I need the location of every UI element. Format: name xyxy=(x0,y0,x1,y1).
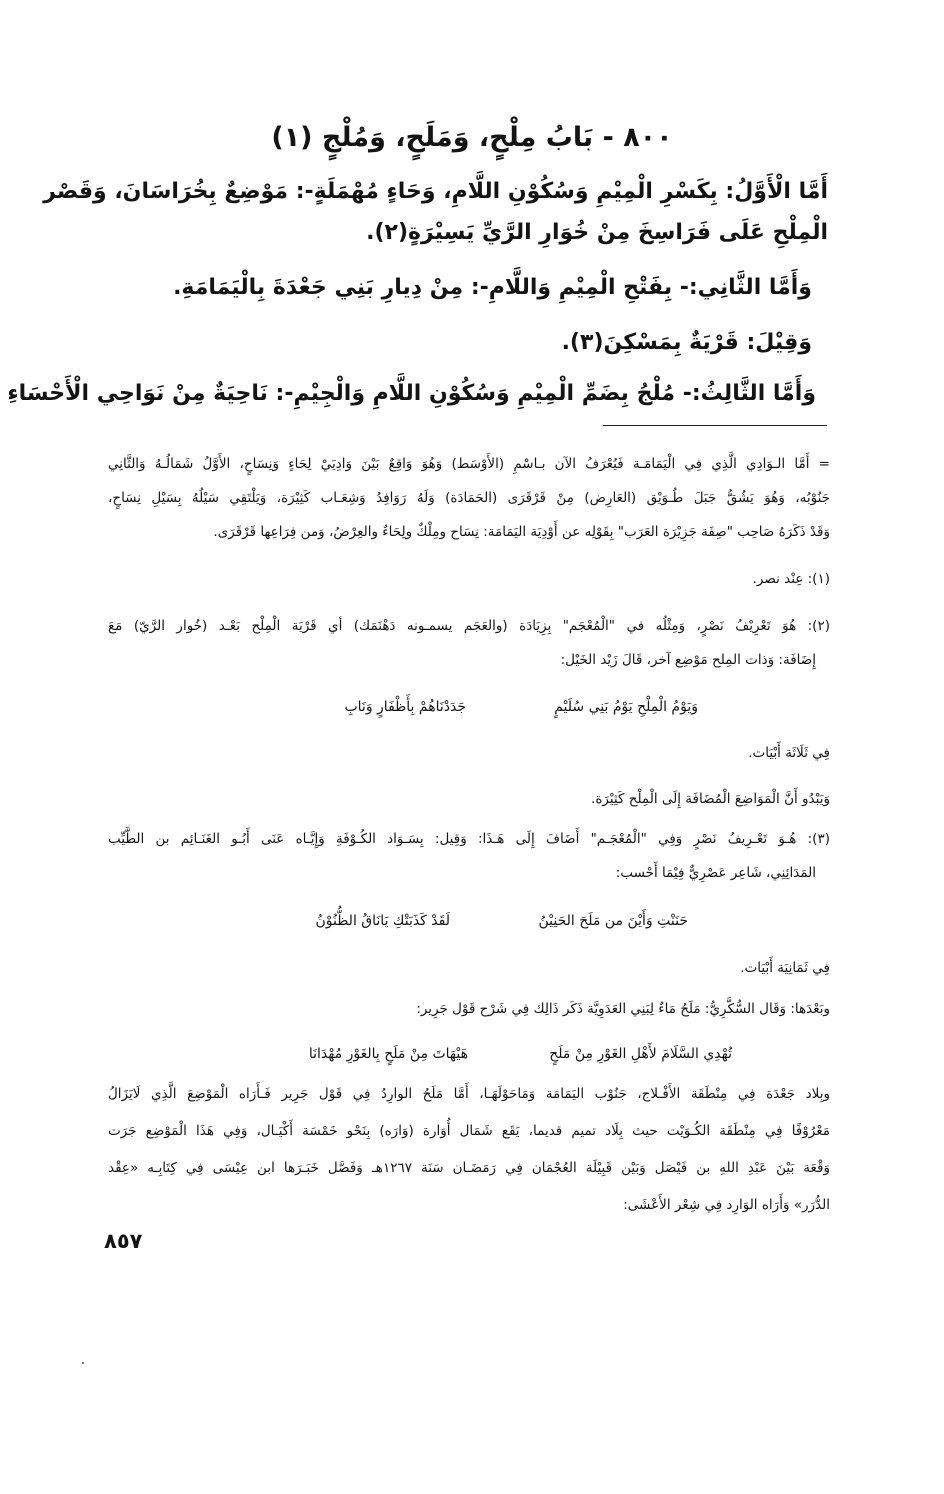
scan-speck xyxy=(82,1362,84,1364)
footnote-line: = أَمَّا الـوَادِي الَّذِي فِي الْيَمَامَـة فَيُعْرَفُ الآن بـاسْمِ (الأَوْسَط) وَهُوَ وَاقِعٌ بَيْنَ وَادِيَيْ لِحَاءٍ وَنِسَاحٍ، الأَوَّلُ شَمَالُـهُ وَالثَّانِي xyxy=(108,456,830,472)
verse-first-hemistich: تُهْدِي السَّلَامَ لأَهْلِ الغَوْرِ مِنْ مَلَحٍ xyxy=(549,1046,732,1062)
footnote-line: وَقَدْ ذَكَرَهُ صَاحِب "صِفَة جَزِيْرَة العَرَب" بِقَوْلِه عن أَوْدِيَة اليَمَامَة: نِسَاح ومِلْكٌ ولِحَاءٌ والعِرْضُ، وَمن فِرَاعِها قَرْقَرَى. xyxy=(213,524,830,540)
footnote-3-line: (٣): هُـوَ تَعْـرِيفُ نَصْرٍ وَفِي "الْمُعْجَـم" أَضَافَ إِلَى هَـذَا: وَقِيل: بِسَـوَاد الكُـوْفَةِ وَإِيَّـاه عَنَى أَبُـو الغَنَـائِم بن الطَّيِّب xyxy=(108,831,830,847)
verse-second-hemistich: جَدَدْنَاهُمْ بِأَظْفَارٍ وَنَابِ xyxy=(344,699,466,715)
footnote-2-line: وَيَبْدُو أَنَّ الْمَوَاضِعَ الْمُضَافَة إِلَى الْمِلْح كَثِيْرَة. xyxy=(591,791,830,807)
footnote-line: جَنُوْبُه، وَهُوَ يَشُقُّ جَبَلَ طُـوَيْق (العَارِض) مِنْ قَرْقَرَى (الحَمَادَة) وَلَهُ رَوَافِدُ وَشِعَـاب كَثِيْرَة، وَيَلْتَقِي سَيْلُهُ بِسَيْلِ نِسَاحٍ، xyxy=(108,490,830,506)
footnote-3-line: الدُّرَر» وَأَرَاه الوَارِد فِي شِعْر الأَعْشَى: xyxy=(623,1197,830,1213)
verse-first-hemistich: لَقَدْ كَذَبَتْكِ يَانَاقُ الظُّنُوْنُ xyxy=(315,913,450,929)
footnote-2-line: (٢): هُوَ تَعْرِيْفُ نَصْرٍ، وَمِثْلُه في "الْمُعْجَم" بِزِيَادَة (والعَجَم يسمـونه دَهْنَمَك) أي قَرْيَة الْمِلْح بَعْـد (خُوار الرَّيّ) مَعَ xyxy=(108,618,830,634)
verse-second-hemistich: حَنَنْتِ وَأَيْنَ من مَلَحَ الحَنِيْنُ xyxy=(538,913,688,929)
footnote-2-line: إِضَافَة: وَذات المِلح مَوْضِع آخر، قَالَ زَيْد الخَيْل: xyxy=(560,652,816,668)
entry-line: الْمِلْحِ عَلَى فَرَاسِخَ مِنْ خُوَارِ الرَّيِّ يَسِيْرَةٍ(٢). xyxy=(366,220,828,245)
entry-line: وَأَمَّا الثَّانِي:- بِفَتْحِ الْمِيْمِ وَاللَّامِ-: مِنْ دِيارِ بَنِي جَعْدَةَ بِالْيَمَامَةِ. xyxy=(173,275,812,300)
verse-second-hemistich: هَيْهَاتَ مِنْ مَلَحٍ بِالغَوْرِ مُهْدَانَا xyxy=(308,1046,468,1062)
footnote-3-line: وَقْعَة بَيْنَ عَبْدِ اللهِ بن فَيْصَل وَبَيْن قَبِيْلَة العُجْمَان فِي رَمَضَـان سَنَة ١٢٦٧هـ وَفَصَّل خَبَـرَها ابن عِيْسَى فِي كِتَابِـه «عِقْد xyxy=(108,1160,831,1176)
verse-first-hemistich: وَيَوْمُ الْمِلْحِ يَوْمُ بَنِي سُلَيْمٍ xyxy=(554,699,698,715)
entry-line: وَأَمَّا الثَّالِثُ:- مُلْجُ بِضَمِّ الْمِيْمِ وَسُكُوْنِ اللَّامِ وَالْجِيْمِ-: نَاحِيَةٌ مِنْ نَوَاحِي الْأَحْسَاءِ xyxy=(7,381,816,406)
entry-heading: ٨٠٠ - بَابُ مِلْحٍ، وَمَلَحٍ، وَمُلْجٍ (١) xyxy=(271,122,673,153)
footnote-2-line: فِي ثَلَاثَة أَبْيَات. xyxy=(748,745,830,761)
footnote-3-line: وبِلاد جَعْدَة فِي مِنْطَقَة الأَفْـلاج، جَنُوْب اليَمَامَة وَمَاحَوْلَهَـا، أَمَّا مَلَحُ الوارِدُ فِي قَوْل جَرِير فَـأَرَاه الْمَوْضِعَ الَّذِي لَايَزَالُ xyxy=(108,1086,830,1102)
footnote-3-line: وبَعْدَها: وَقَال السُّكَّرِيُّ: مَلَحُ مَاءٌ لِبَنِي العَدَوِيَّة ذَكَر ذَالِك فِي شَرْح قَوْل جَرِير: xyxy=(416,1001,830,1017)
footnote-separator xyxy=(603,425,827,426)
entry-line: أَمَّا الْأَوَّلُ: بِكَسْرِ الْمِيْمِ وَسُكُوْنِ اللَّامِ، وَحَاءٍ مُهْمَلَةٍ-: مَوْضِعٌ بِخُرَاسَانَ، وَقَصْر xyxy=(43,179,828,204)
footnote-3-line: فِي ثَمَانِيَة أَبْيَات. xyxy=(740,960,830,976)
footnote-1: (١): عِنْد نصر. xyxy=(752,571,830,587)
page-number: ٨٥٧ xyxy=(104,1229,143,1253)
entry-line: وَقِيْلَ: قَرْيَةٌ بِمَسْكِنَ(٣). xyxy=(561,330,812,355)
footnote-3-line: المَدَائِنِي، شَاعِر عَصْرِيٌّ فِيْمَا أَحْسب: xyxy=(615,865,816,881)
footnote-3-line: مَعْرُوْفًا فِي مِنْطَقَة الكُـوَيْت حيث بِلَاد تميم قديما، يَقَع شَمَال أُوَارة (وَارَه) بِنَحْو خَمْسَة أَكْيَـال، وَفِي هَذَا الْمَوْضِع جَرَت xyxy=(108,1123,830,1139)
